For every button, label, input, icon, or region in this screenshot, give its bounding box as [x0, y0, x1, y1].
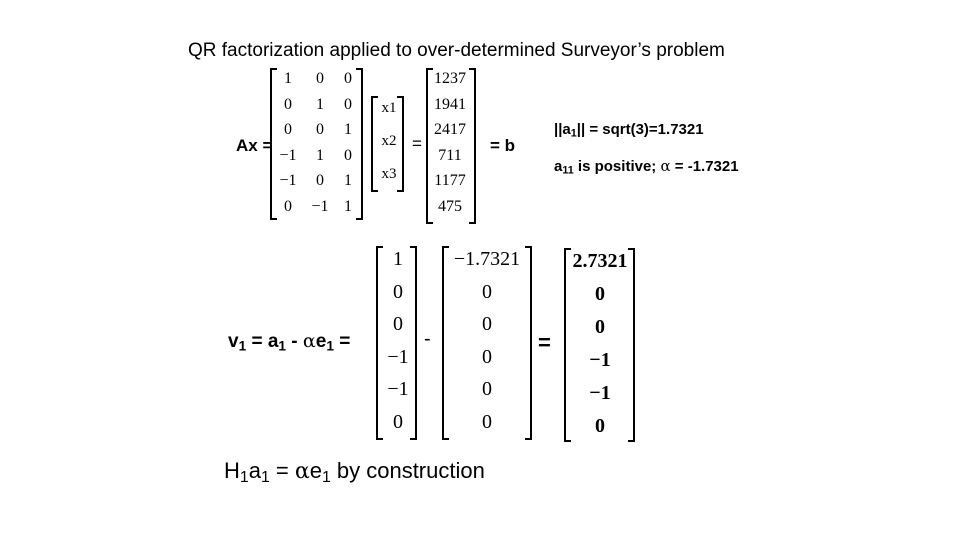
vector-b-entry: 1941	[434, 95, 466, 113]
matrix-a-entry: 0	[316, 172, 324, 189]
vector-a1-entry: −1	[387, 378, 409, 400]
vector-a1-entry: 1	[393, 248, 403, 270]
matrix-a-entry: −1	[311, 197, 329, 215]
matrix-a-entry: 0	[284, 121, 292, 138]
matrix-a-entry: −1	[279, 172, 297, 189]
matrix-a-entry: 1	[316, 95, 324, 113]
vector-b-entry: 475	[438, 197, 462, 215]
vector-v1-entry: 0	[595, 415, 605, 437]
matrix-a-entry: 1	[344, 197, 352, 215]
vector-alpha-e1-entry: 0	[482, 313, 492, 335]
vector-b-entry: 1237	[434, 70, 466, 87]
vector-alpha-e1-entry: 0	[482, 280, 492, 303]
matrix-a-entry: 0	[344, 95, 352, 113]
vector-b-entry: 711	[438, 146, 462, 164]
matrix-a-entry: 1	[344, 172, 352, 189]
matrix-a-entry: 0	[344, 146, 352, 164]
matrix-a-entry: 0	[344, 70, 352, 87]
slide-title: QR factorization applied to over-determined Surveyor’s problem	[188, 40, 725, 61]
matrix-a-entry: 1	[316, 146, 324, 164]
matrix-a-entry: −1	[279, 146, 297, 164]
vector-v1-right-bracket	[628, 248, 635, 442]
vector-v1-entry: 0	[595, 283, 605, 305]
vector-alpha-e1-entry: 0	[482, 378, 492, 400]
minus-sign: -	[424, 328, 431, 350]
vector-alpha-e1-right-bracket	[525, 246, 532, 440]
matrix-a-entry: 0	[284, 197, 292, 215]
vector-alpha-e1-entry: 0	[482, 410, 492, 433]
eq1-equals: =	[412, 134, 422, 153]
vector-a1-entry: 0	[393, 313, 403, 335]
vector-a1-entry: 0	[393, 280, 403, 303]
vector-v1-entry: 2.7321	[572, 250, 628, 272]
x1-entry: x1	[381, 100, 397, 116]
b-label: = b	[490, 136, 516, 155]
vector-b-entry: 1177	[434, 172, 466, 189]
conclusion-line: $H_1a_1 = \alpha e_1$ by construction	[224, 458, 485, 486]
norm-note: $||a_1||$ = sqrt(3)=1.7321	[554, 121, 704, 140]
vector-b-entry: 2417	[434, 121, 466, 138]
vector-v1-left-bracket	[564, 248, 571, 442]
matrix-a-entry: 0	[316, 121, 324, 138]
matrix-a-entry: 1	[344, 121, 352, 138]
vector-v1-entry: −1	[589, 349, 611, 371]
ax-label: Ax =	[236, 136, 273, 155]
x2-entry: x2	[381, 133, 397, 149]
matrix-a-entry: 0	[316, 70, 324, 87]
vector-a1-entry: −1	[387, 345, 409, 368]
x3-entry: x3	[381, 166, 397, 182]
vector-alpha-e1-entry: 0	[482, 345, 492, 368]
v1-label: $v_1 = a_1 - \alpha e_1$ =	[228, 330, 351, 354]
eq2-equals: =	[538, 330, 551, 355]
matrix-a-entry: 0	[284, 95, 292, 113]
vector-v1-entry: −1	[589, 382, 611, 404]
vector-alpha-e1-entry: −1.7321	[453, 248, 521, 270]
matrix-a-entry: 1	[284, 70, 292, 87]
vector-a1-entry: 0	[393, 410, 403, 433]
sign-note: $a_{11}$ is positive; α = -1.7321	[554, 157, 739, 177]
vector-v1-entry: 0	[595, 316, 605, 338]
